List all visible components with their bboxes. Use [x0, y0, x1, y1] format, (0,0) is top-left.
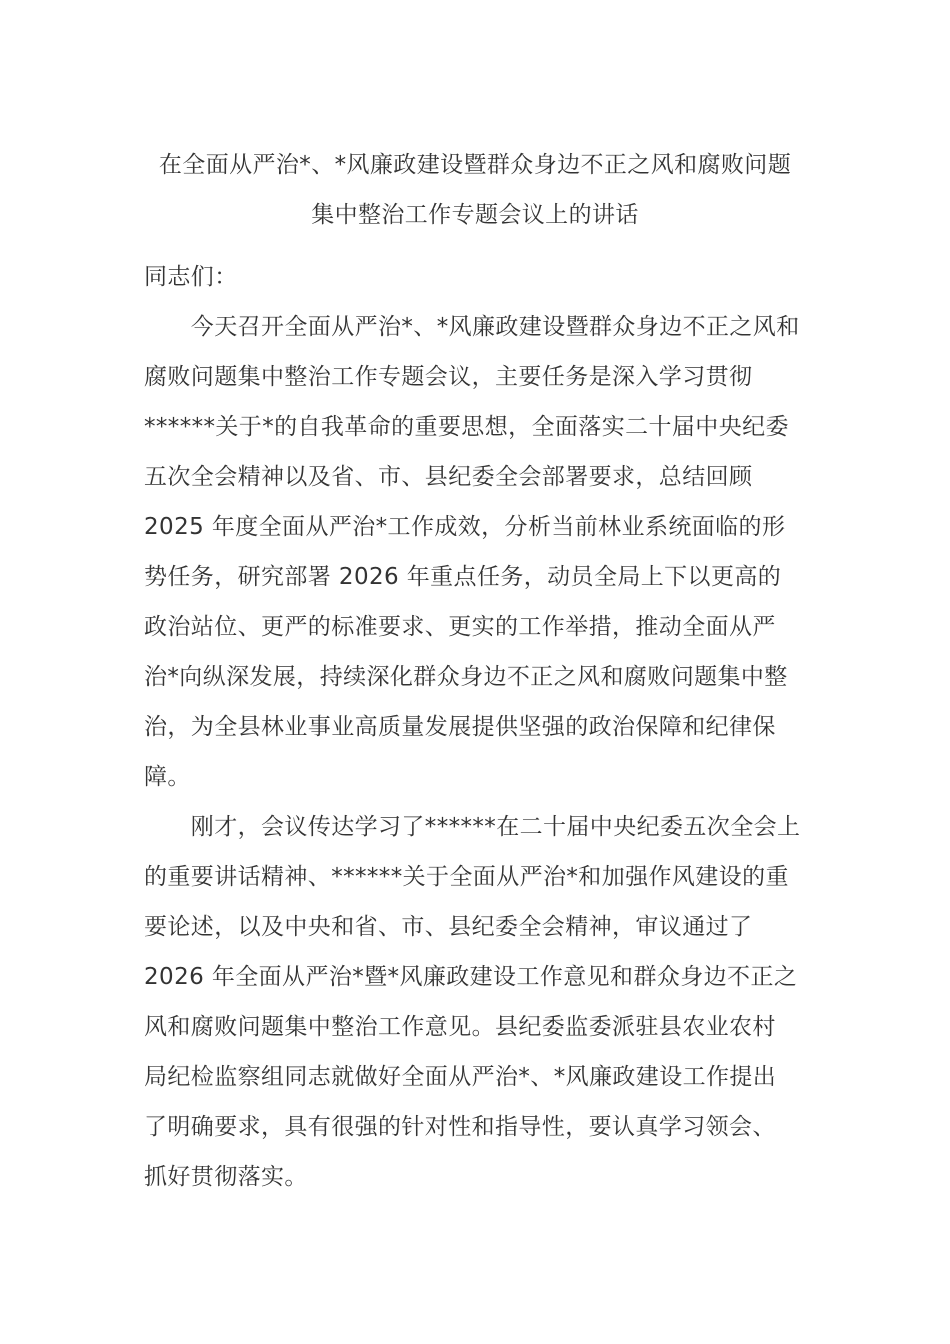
document-title-line-1: 在全面从严治*、*风廉政建设暨群众身边不正之风和腐败问题 [158, 152, 792, 178]
paragraph-line: 要论述，以及中央和省、市、县纪委全会精神，审议通过了 [144, 914, 753, 940]
paragraph-line: 治，为全县林业事业高质量发展提供坚强的政治保障和纪律保 [144, 714, 776, 740]
paragraph-line: 局纪检监察组同志就做好全面从严治*、*风廉政建设工作提出 [144, 1064, 777, 1090]
paragraph-line: 抓好贯彻落实。 [144, 1164, 308, 1190]
paragraph-line: 势任务，研究部署 2026 年重点任务，动员全局上下以更高的 [144, 564, 782, 590]
salutation: 同志们： [144, 264, 238, 290]
paragraph-line: ******关于*的自我革命的重要思想，全面落实二十届中央纪委 [144, 414, 789, 440]
paragraph-line: 障。 [144, 764, 191, 790]
paragraph-line: 腐败问题集中整治工作专题会议，主要任务是深入学习贯彻 [144, 364, 753, 390]
paragraph-line: 2026 年全面从严治*暨*风廉政建设工作意见和群众身边不正之 [144, 964, 798, 990]
paragraph-line: 今天召开全面从严治*、*风廉政建设暨群众身边不正之风和 [144, 314, 800, 340]
paragraph-line: 的重要讲话精神、******关于全面从严治*和加强作风建设的重 [144, 864, 789, 890]
paragraph-line: 五次全会精神以及省、市、县纪委全会部署要求，总结回顾 [144, 464, 753, 490]
paragraph-line: 政治站位、更严的标准要求、更实的工作举措，推动全面从严 [144, 614, 776, 640]
paragraph-line: 2025 年度全面从严治*工作成效，分析当前林业系统面临的形 [144, 514, 786, 540]
document-title-line-2: 集中整治工作专题会议上的讲话 [311, 202, 639, 228]
paragraph-line: 治*向纵深发展，持续深化群众身边不正之风和腐败问题集中整 [144, 664, 788, 690]
paragraph-line: 了明确要求，具有很强的针对性和指导性，要认真学习领会、 [144, 1114, 776, 1140]
paragraph-line: 刚才，会议传达学习了******在二十届中央纪委五次全会上 [144, 814, 801, 840]
paragraph-line: 风和腐败问题集中整治工作意见。县纪委监委派驻县农业农村 [144, 1014, 776, 1040]
